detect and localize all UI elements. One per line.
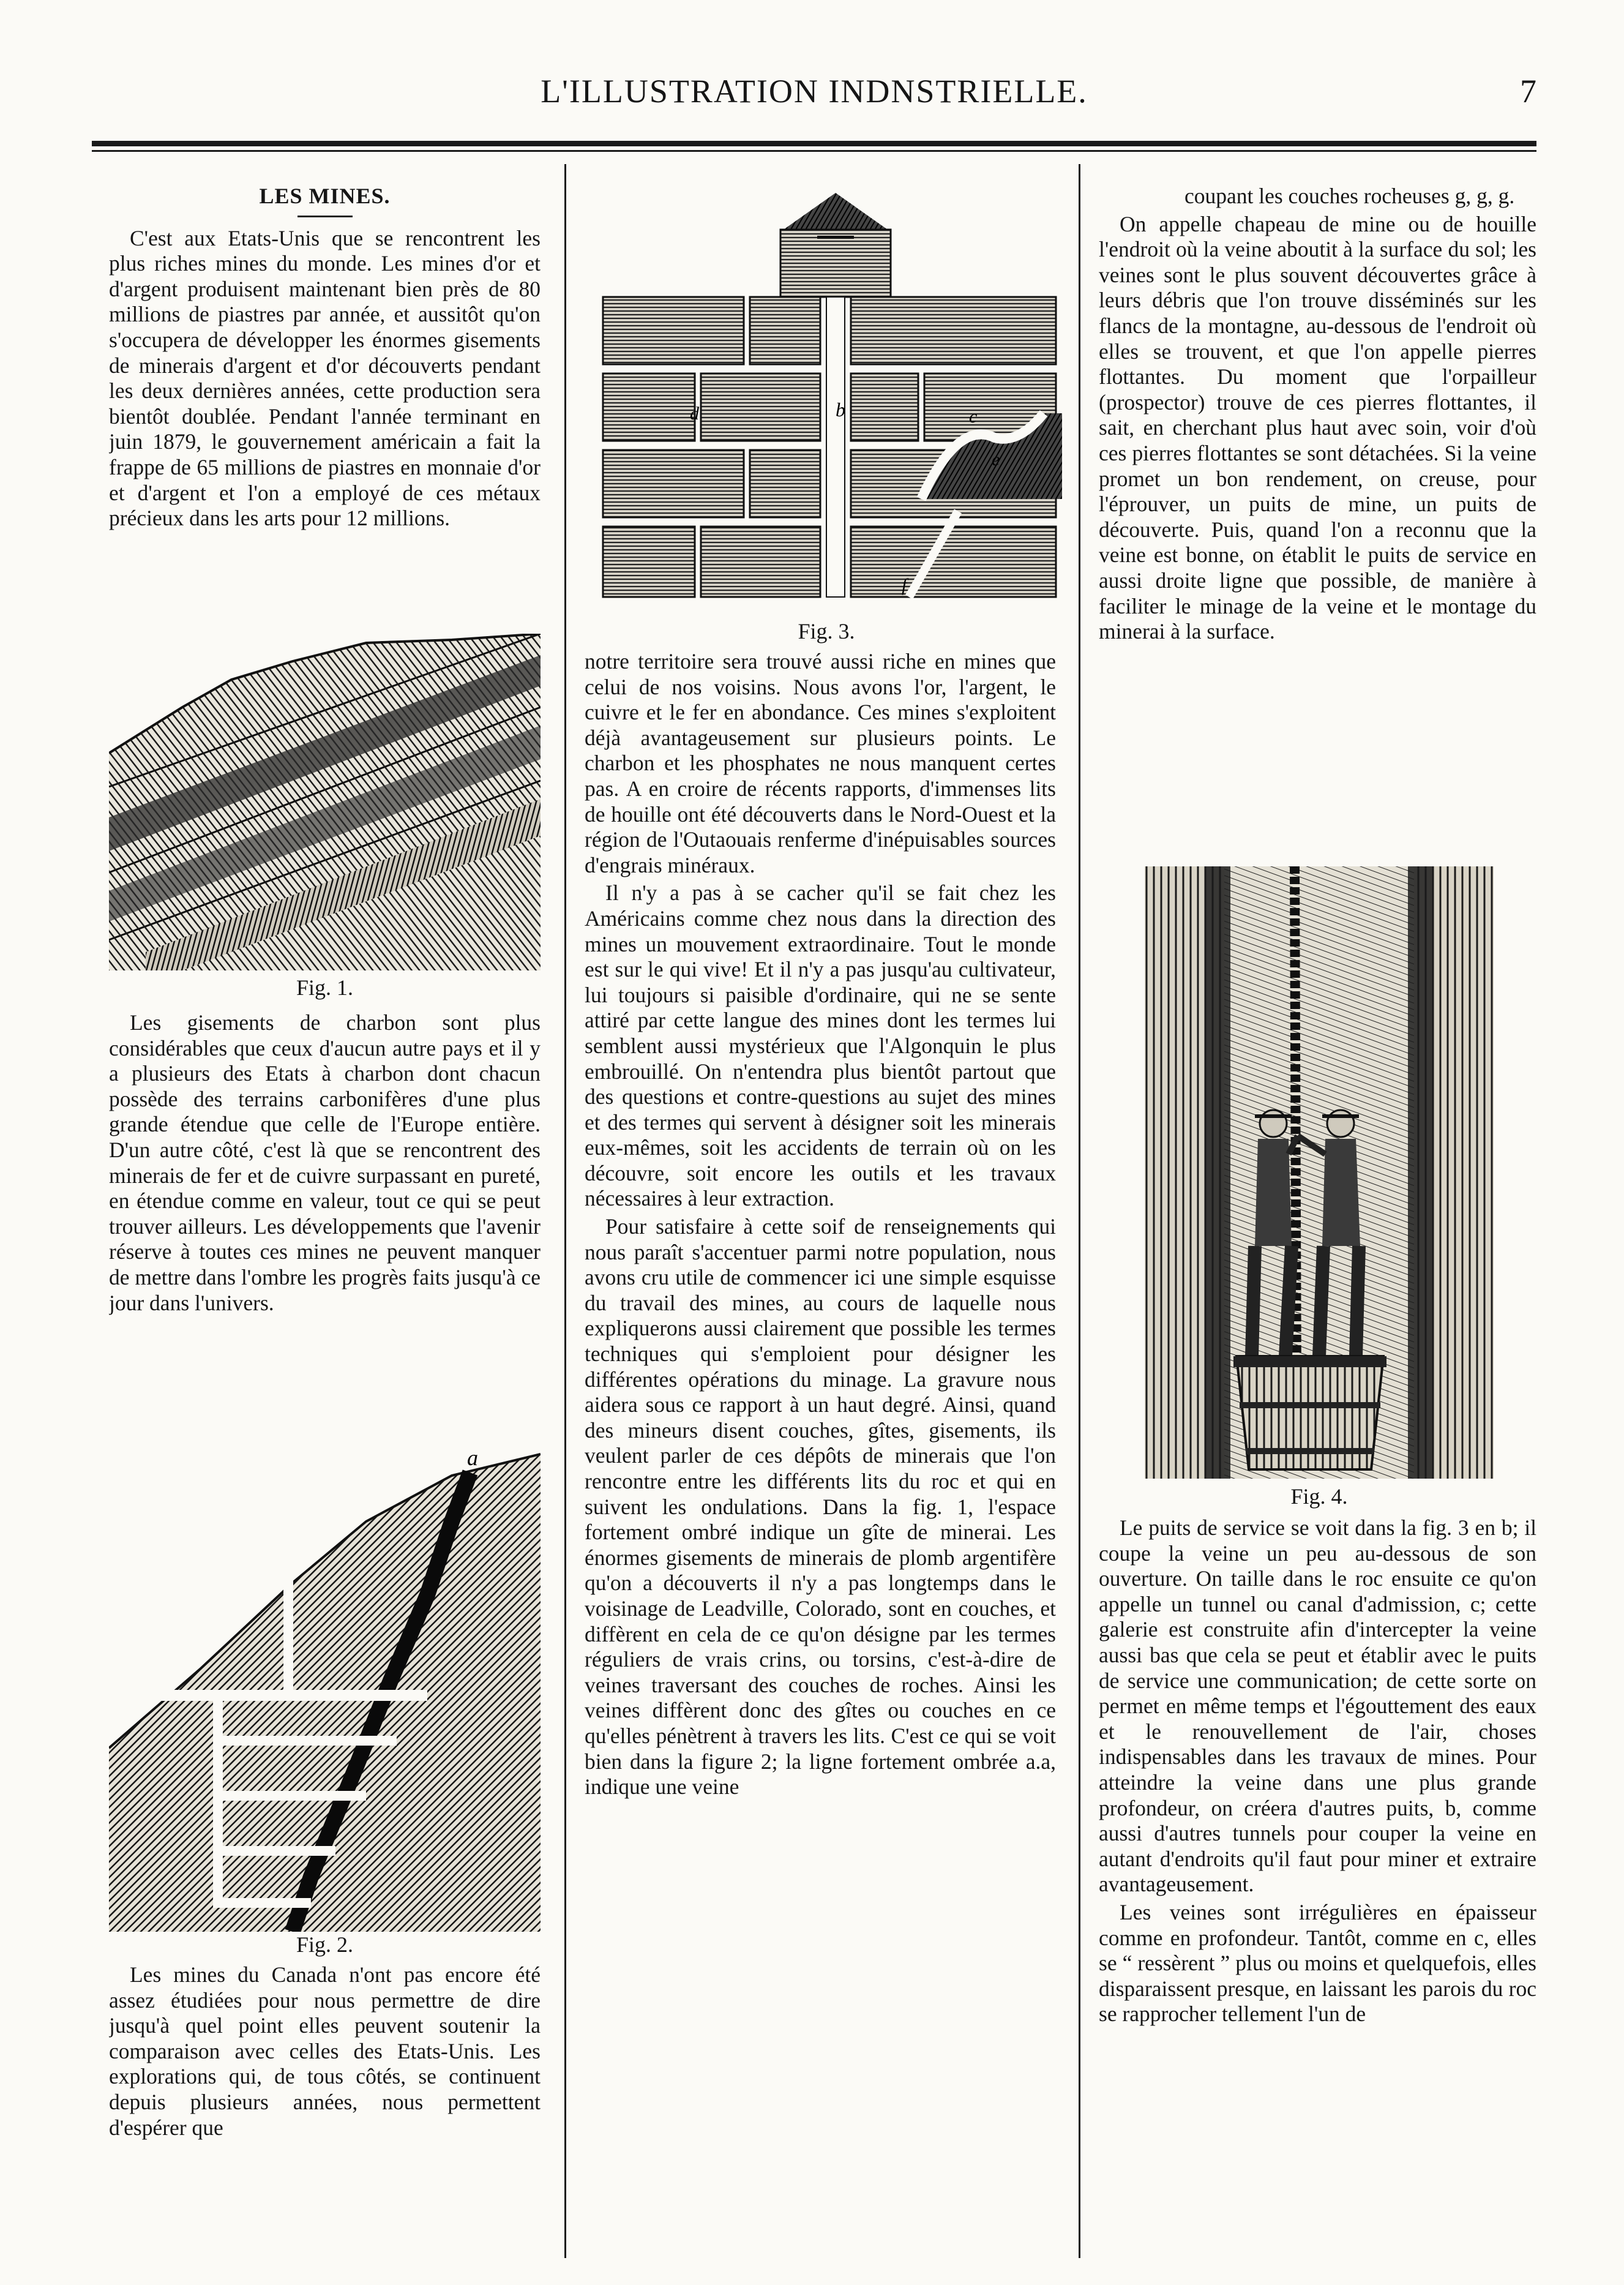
figure-1-caption: Fig. 1. [296,975,354,1000]
paragraph: Les gisements de charbon sont plus considérables que ceux d'aucun autre pays et il y a plusieurs des Etats à charbon dont chacun possède des terrains carbonifères d'une plus grande étendue que celle de l'Europe entière. D'un autre côté, c'est là que se rencontrent des minerais de fer et de cuivre surpassant en pureté, en étendue comme en valeur, tout ce qui se peut trouver ailleurs. Les développements que l'avenir réserve à toutes ces mines ne peuvent manquer de mettre dans l'ombre les progrès faits jusqu'à ce jour dans l'univers. [109,1010,541,1315]
page-header [92,72,1536,121]
figure-3-label-c: c [969,407,978,427]
paragraph: Le puits de service se voit dans la fig. 3 en b; il coupe la veine un peu au-dessous de son ouverture. On taille dans le roc ensuite ce qu'on appelle un tunnel ou canal d'admission, c; cette galerie est construite afin d'intercepter la veine aussi bas que cela se peut et établir avec le puits de service une communication; de cette sorte on permet en même temps et l'égouttement des eaux et le renouvellement de l'air, choses indispensables dans les travaux de mines. Pour atteindre la veine dans une plus grande profondeur, on créera d'autres puits, b, comme aussi d'autres tunnels pour couper la veine en autant d'endroits qu'il faut pour miner et extraire avantageusement. [1099,1515,1536,1897]
page-number: 7 [1520,73,1536,110]
figure-3-mine-section [591,181,1062,609]
paragraph: Il n'y a pas à se cacher qu'il se fait chez les Américains comme chez nous dans la direction des mines un mouvement extraordinaire. Tout le monde est sur le qui vive! Et il n'y a pas jusqu'au cultivateur, lui toujours si paisible d'ordinaire, qui ne se sente attiré par cette langue des mines dont les termes lui semblent aussi mystérieux que l'Algonquin le plus embrouillé. On n'entendra plus bientôt partout que des questions et contre-questions au sujet des mines et des termes qui servent à désigner soit les minerais eux-mêmes, soit les accidents de terrain où on les découvre, soit encore les outils et les travaux nécessaires à leur extraction. [585,880,1056,1211]
figure-1-strata [109,634,541,970]
column-2 [585,649,1056,2229]
header-rule-thin [92,150,1536,152]
paragraph: Les veines sont irrégulières en épaisseur comme en profondeur. Tantôt, comme en c, elles se “ ressèrent ” plus ou moins et quelquefois, elles disparaissent presque, en laissant les parois du roc se rapprocher tellement l'un de [1099,1899,1536,2027]
column-3-top [1099,184,1536,869]
paragraph: notre territoire sera trouvé aussi riche en mines que celui de nos voisins. Nous avons l'or, l'argent, le cuivre et le fer en abondance. Ces mines s'exploitent déjà avantageusement sur plusieurs points. Le charbon et les phosphates ne nous manquent certes pas. A en croire de récents rapports, d'immenses lits de houille ont été découverts dans le Nord-Ouest et la région de l'Outaouais renferme d'inépuisables sources d'engrais minéraux. [585,649,1056,877]
paragraph: Pour satisfaire à cette soif de renseignements qui nous paraît s'accentuer parmi notre population, nous avons cru utile de commencer ici une simple esquisse du travail des mines, au cours de laquelle nous expliquerons aussi clairement que possible les termes techniques qui s'emploient pour désigner les différentes opérations du minage. La gravure nous aidera sous ce rapport à un haut degré. Ainsi, quand des mineurs disent couches, gîtes, gisements, ils veulent parler de ces dépôts de minerais que l'on rencontre entre les différents lits du roc et qui en suivent les ondulations. Dans la fig. 1, l'espace fortement ombré indique un gîte de minerai. Les énormes gisements de minerais de plomb argentifère qu'on a découverts il n'y a pas longtemps dans le voisinage de Leadville, Colorado, sont en couches, et diffèrent en cela de ce qu'on désigne par les termes réguliers de vrais crins, ou torsins, c'est-à-dire de veines traversant des couches de roches. Ainsi les veines diffèrent donc des gîtes ou couches en ce qu'elles pénètrent à travers les lits. C'est ce qui se voit bien dans la figure 2; la ligne fortement ombrée a.a, indique une veine [585,1214,1056,1799]
figure-4-caption: Fig. 4. [1290,1484,1348,1509]
column-separator-1 [564,164,566,2258]
paragraph: coupant les couches rocheuses g, g, g. [1184,184,1515,208]
column-separator-2 [1079,164,1080,2258]
figure-2-label-a: a [467,1448,478,1470]
column-1-top [109,184,541,661]
figure-2-vein [109,1448,541,1932]
journal-title: L'ILLUSTRATION INDNSTRIELLE. [541,73,1088,110]
paragraph: On appelle chapeau de mine ou de houille l'endroit où la veine aboutit à la surface du sol; les veines sont le plus souvent découvertes grâce à leurs débris que l'on trouve disséminés sur les flancs de la montagne, au-dessous de l'endroit où elles se trouvent, et que l'on appelle pierres flottantes. Du moment que l'orpailleur (prospector) trouve de ces pierres flottantes, il sait, en cherchant plus haut avec soin, voir d'où ces pierres flottantes se sont détachées. Si la veine promet un bon rendement, on creuse, pour l'éprouver, un puits de mine, un puits de découverte. Puis, quand l'on a reconnu que la veine est bonne, on établit le puits de service en aussi droite ligne que possible, de manière à faciliter le minage de la veine et le montage du minerai à la surface. [1099,211,1536,644]
paragraph: C'est aux Etats-Unis que se rencontrent les plus riches mines du monde. Les mines d'or et d'argent produisent maintenant bien près de 80 millions de piastres par année, et aussitôt qu'on s'occupera de développer les énormes gisements de minerais d'argent et d'or découverts pendant les deux dernières années, cette production sera bientôt doublée. Pendant l'année terminant en juin 1879, le gouvernement américain a fait la frappe de 65 millions de piastres en monnaie d'or et d'argent et l'on a employé de ces métaux précieux dans les arts pour 12 millions. [109,225,541,531]
figure-2-caption: Fig. 2. [296,1932,354,1957]
figure-3-label-b: b [836,399,845,421]
figure-3-label-e: e [992,449,1000,470]
column-1-bottom [109,1962,541,2219]
paragraph: Les mines du Canada n'ont pas encore été assez étudiées pour nous permettre de dire jusqu'à quel point elles peuvent soutenir la comparaison avec celles des Etats-Unis. Les explorations qui, de tous côtés, se continuent depuis plusieurs années, nous permettent d'espérer que [109,1962,541,2140]
article-title: LES MINES. [259,184,391,208]
figure-4-shaft-workers [1145,866,1494,1479]
header-rule-thick [92,141,1536,146]
column-3-bottom [1099,1515,1536,2226]
figure-3-caption: Fig. 3. [798,619,855,643]
figure-3-label-f: f [902,575,907,595]
title-dash [297,216,353,217]
figure-3-label-d: d [690,403,699,424]
column-1-middle [109,1010,541,1402]
